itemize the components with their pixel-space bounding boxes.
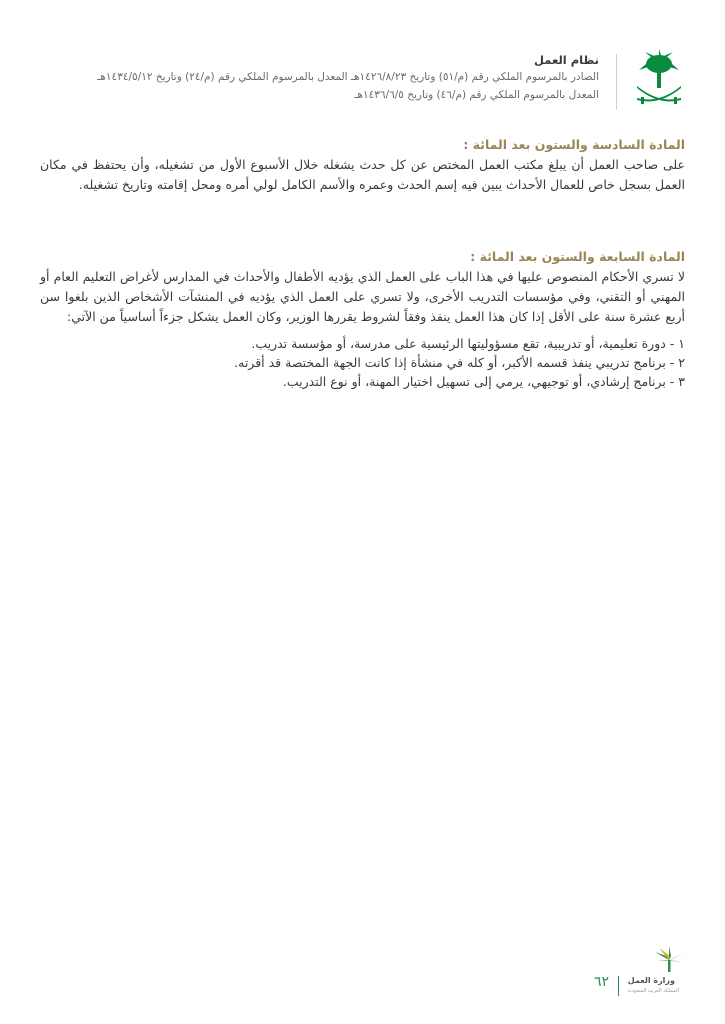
article-body: على صاحب العمل أن يبلغ مكتب العمل المختص عن كل حدث يشغله خلال الأسبوع الأول من تشغيله، وأن يحتفظ في مكان العمل بسجل خاص للعمال الأحداث يبين فيه إسم الحدث وعمره والأسم الكامل لولي أمره ومحل إقامته وتاريخ تشغيله. [40,157,685,192]
article-items-list [40,334,685,391]
article-heading: المادة السابعة والستون بعد المائة : [470,249,685,264]
decree-line-1: الصادر بالمرسوم الملكي رقم (م/٥١) وتاريخ ١٤٢٦/٨/٢٣هـ المعدل بالمرسوم الملكي رقم (م/٢٤) وتاريخ ١٤٣٤/٥/١٢هـ [97,71,599,83]
saudi-emblem-icon [629,48,689,110]
footer-divider [618,976,619,996]
list-item: ١ - دورة تعليمية، أو تدريبية، تقع مسؤوليتها الرئيسية على مدرسة، أو مؤسسة تدريب. [251,336,685,351]
document-header [39,48,689,118]
ministry-name: وزارة العمل [627,976,675,985]
list-item: ٢ - برنامج تدريبي ينفذ قسمه الأكبر، أو كله في منشأة إذا كانت الجهة المختصة قد أقرته. [234,355,685,370]
list-item: ٣ - برنامج إرشادي، أو توجيهي، يرمي إلى تسهيل اختيار المهنة، أو نوع التدريب. [282,374,685,389]
article-166 [40,135,685,195]
article-167 [40,247,685,391]
article-body: لا تسري الأحكام المنصوص عليها في هذا الباب على العمل الذي يؤديه الأطفال والأحداث في المدارس لأغراض التعليم العام أو المهني أو التقني، وفي مؤسسات التدريب الأخرى، ولا تسري على العمل الذي يؤديه في المنشآت الأشخاص الذين بلغوا سن أربع عشرة سنة على الأقل إذا كان هذا العمل ينفذ وفقاً لشروط يقررها الوزير، وكان العمل يشكل جزءاً أساسياً من الآتي: [40,269,685,324]
law-title: نظام العمل [534,53,599,67]
ministry-logo [629,946,689,1002]
page-footer [549,946,689,1002]
article-heading: المادة السادسة والستون بعد المائة : [463,137,685,152]
header-divider [616,54,617,110]
page-number: ٦٢ [593,974,609,990]
header-text [29,52,599,104]
ministry-subtitle: المملكة العربية السعودية [627,988,679,994]
decree-line-2: المعدل بالمرسوم الملكي رقم (م/٤٦) وتاريخ ١٤٣٦/٦/٥هـ [354,89,599,101]
